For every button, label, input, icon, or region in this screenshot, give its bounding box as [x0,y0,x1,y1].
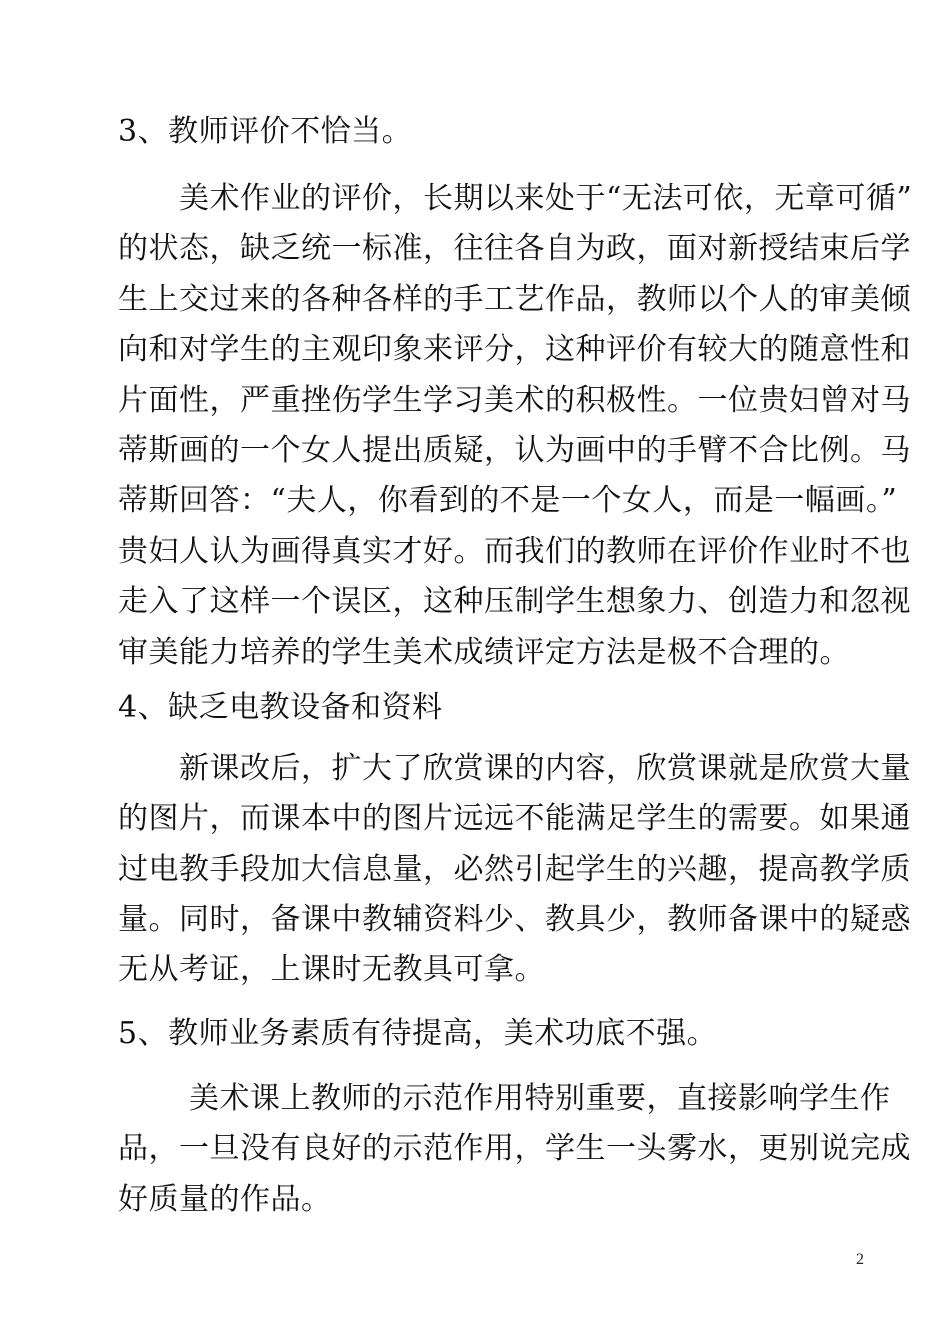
paragraph-line: 走入了这样一个误区，这种压制学生想象力、创造力和忽视 [118,584,911,620]
spacer [118,152,858,174]
section-heading-5: 5、教师业务素质有待提高，美术功底不强。 [118,1015,718,1051]
section-heading-4: 4、缺乏电教设备和资料 [118,689,443,725]
paragraph-line: 美术课上教师的示范作用特别重要，直接影响学生作 [118,1080,891,1116]
section-4-paragraph [118,744,911,996]
paragraph-line: 生上交过来的各种各样的手工艺作品，教师以个人的审美倾 [118,281,911,317]
section-3-paragraph [118,174,913,678]
paragraph-line: 品，一旦没有良好的示范作用，学生一头雾水，更别说完成 [118,1131,911,1167]
paragraph-line: 量。同时，备课中教辅资料少、教具少，教师备课中的疑惑 [118,902,911,938]
paragraph-line: 的状态，缺乏统一标准，往往各自为政，面对新授结束后学 [118,231,911,267]
paragraph-line: 审美能力培养的学生美术成绩评定方法是极不合理的。 [118,634,850,670]
section-heading-3: 3、教师评价不恰当。 [118,114,413,149]
paragraph-line: 好质量的作品。 [118,1181,332,1217]
paragraph-line: 无从考证，上课时无教具可拿。 [118,952,545,988]
paragraph-line: 蒂斯画的一个女人提出质疑，认为画中的手臂不合比例。马 [118,432,911,468]
spacer [118,1054,858,1074]
paragraph-line: 贵妇人认为画得真实才好。而我们的教师在评价作业时不也 [118,533,911,569]
paragraph-line: 美术作业的评价，长期以来处于“无法可依，无章可循” [118,181,913,216]
paragraph-line: 新课改后，扩大了欣赏课的内容，欣赏课就是欣赏大量 [118,750,911,786]
spacer [118,996,858,1014]
paragraph-line: 过电教手段加大信息量，必然引起学生的兴趣，提高教学质 [118,851,911,887]
paragraph-line: 向和对学生的主观印象来评分，这种评价有较大的随意性和 [118,332,911,368]
paragraph-line: 的图片，而课本中的图片远远不能满足学生的需要。如果通 [118,801,911,837]
spacer [118,728,858,744]
page-number: 2 [856,1251,864,1268]
section-5-paragraph [118,1074,911,1225]
document-body [118,112,913,1225]
paragraph-line: 蒂斯回答：“夫人，你看到的不是一个女人，而是一幅画。” [118,483,898,519]
paragraph-line: 片面性，严重挫伤学生学习美术的积极性。一位贵妇曾对马 [118,382,911,418]
spacer [118,678,858,688]
